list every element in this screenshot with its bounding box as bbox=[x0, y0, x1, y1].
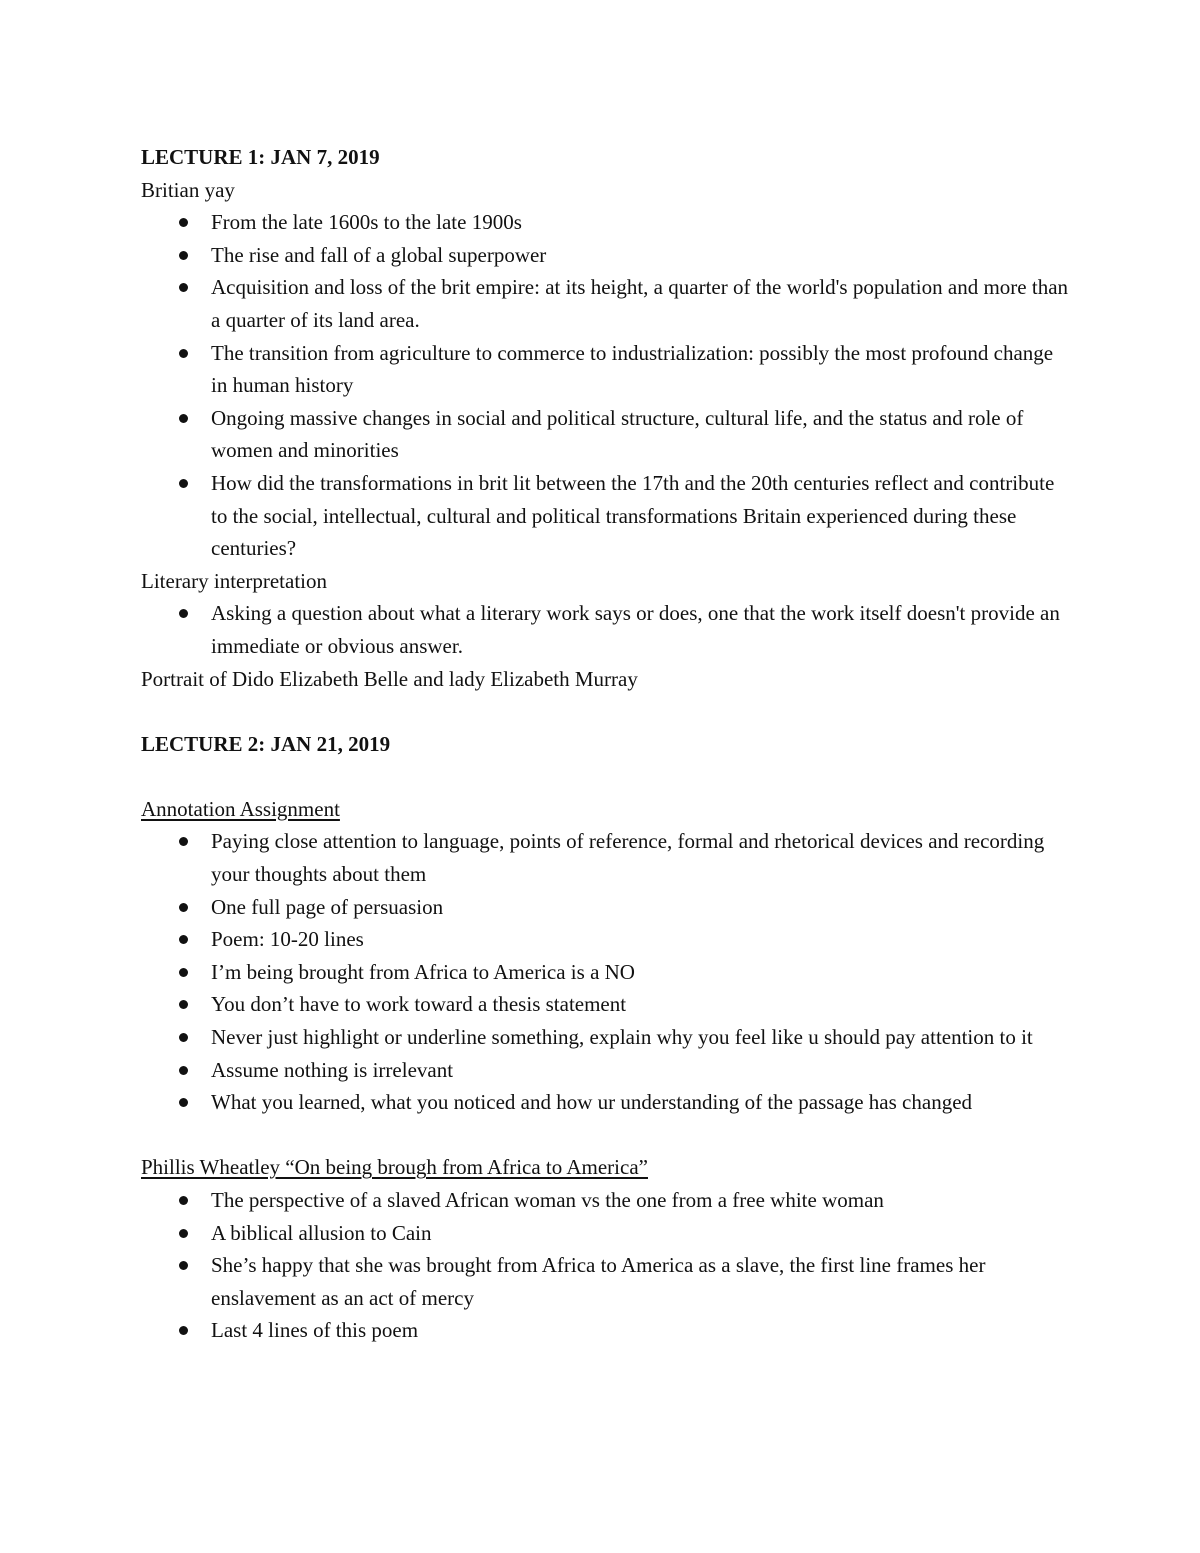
list-item: From the late 1600s to the late 1900s bbox=[141, 206, 1071, 239]
list-item: I’m being brought from Africa to America is a NO bbox=[141, 956, 1071, 989]
bullet-icon bbox=[179, 1326, 188, 1335]
bullet-icon bbox=[179, 935, 188, 944]
spacer bbox=[141, 760, 1071, 793]
portrait-note: Portrait of Dido Elizabeth Belle and lady Elizabeth Murray bbox=[141, 666, 638, 691]
lecture-1-heading: LECTURE 1: JAN 7, 2019 bbox=[141, 145, 380, 169]
list-item: Assume nothing is irrelevant bbox=[141, 1054, 1071, 1087]
list-item: Last 4 lines of this poem bbox=[141, 1314, 1071, 1347]
list-item: Acquisition and loss of the brit empire: at its height, a quarter of the world's population and more than a quarter of its land area. bbox=[141, 271, 1071, 336]
list-item: Ongoing massive changes in social and political structure, cultural life, and the status and role of women and minorities bbox=[141, 402, 1071, 467]
bullet-icon bbox=[179, 414, 188, 423]
list-item: How did the transformations in brit lit between the 17th and the 20th centuries reflect and contribute to the social, intellectual, cultural and political transformations Britain experienced during these centuries? bbox=[141, 467, 1071, 565]
wheatley-bullet-list bbox=[141, 1184, 1071, 1347]
list-item: The rise and fall of a global superpower bbox=[141, 239, 1071, 272]
bullet-icon bbox=[179, 903, 188, 912]
section-label-annotation-assignment: Annotation Assignment bbox=[141, 796, 340, 821]
interpretation-bullet-list bbox=[141, 597, 1071, 662]
bullet-icon bbox=[179, 1196, 188, 1205]
list-item: What you learned, what you noticed and how ur understanding of the passage has changed bbox=[141, 1086, 1071, 1119]
spacer bbox=[141, 695, 1071, 728]
annotation-bullet-list bbox=[141, 825, 1071, 1118]
list-item: The perspective of a slaved African woman vs the one from a free white woman bbox=[141, 1184, 1071, 1217]
list-item: One full page of persuasion bbox=[141, 891, 1071, 924]
britain-bullet-list bbox=[141, 206, 1071, 565]
list-item: She’s happy that she was brought from Africa to America as a slave, the first line frames her enslavement as an act of mercy bbox=[141, 1249, 1071, 1314]
section-label-literary-interpretation: Literary interpretation bbox=[141, 568, 327, 593]
bullet-icon bbox=[179, 1000, 188, 1009]
bullet-icon bbox=[179, 837, 188, 846]
section-label-britain: Britian yay bbox=[141, 177, 235, 202]
bullet-icon bbox=[179, 1033, 188, 1042]
bullet-icon bbox=[179, 1066, 188, 1075]
list-item: Paying close attention to language, points of reference, formal and rhetorical devices and recording your thoughts about them bbox=[141, 825, 1071, 890]
bullet-icon bbox=[179, 251, 188, 260]
lecture-2-heading: LECTURE 2: JAN 21, 2019 bbox=[141, 731, 391, 756]
bullet-icon bbox=[179, 968, 188, 977]
list-item: Poem: 10-20 lines bbox=[141, 923, 1071, 956]
bullet-icon bbox=[179, 1098, 188, 1107]
list-item: The transition from agriculture to commerce to industrialization: possibly the most profound change in human history bbox=[141, 337, 1071, 402]
section-label-phillis-wheatley: Phillis Wheatley “On being brough from Africa to America” bbox=[141, 1155, 648, 1180]
list-item: Asking a question about what a literary work says or does, one that the work itself doesn't provide an immediate or obvious answer. bbox=[141, 597, 1071, 662]
bullet-icon bbox=[179, 479, 188, 488]
document-page bbox=[141, 141, 1071, 1347]
bullet-icon bbox=[179, 349, 188, 358]
bullet-icon bbox=[179, 1229, 188, 1238]
bullet-icon bbox=[179, 609, 188, 618]
bullet-icon bbox=[179, 283, 188, 292]
bullet-icon bbox=[179, 218, 188, 227]
spacer bbox=[141, 1119, 1071, 1152]
list-item: Never just highlight or underline something, explain why you feel like u should pay attention to it bbox=[141, 1021, 1071, 1054]
list-item: You don’t have to work toward a thesis statement bbox=[141, 988, 1071, 1021]
bullet-icon bbox=[179, 1261, 188, 1270]
list-item: A biblical allusion to Cain bbox=[141, 1217, 1071, 1250]
